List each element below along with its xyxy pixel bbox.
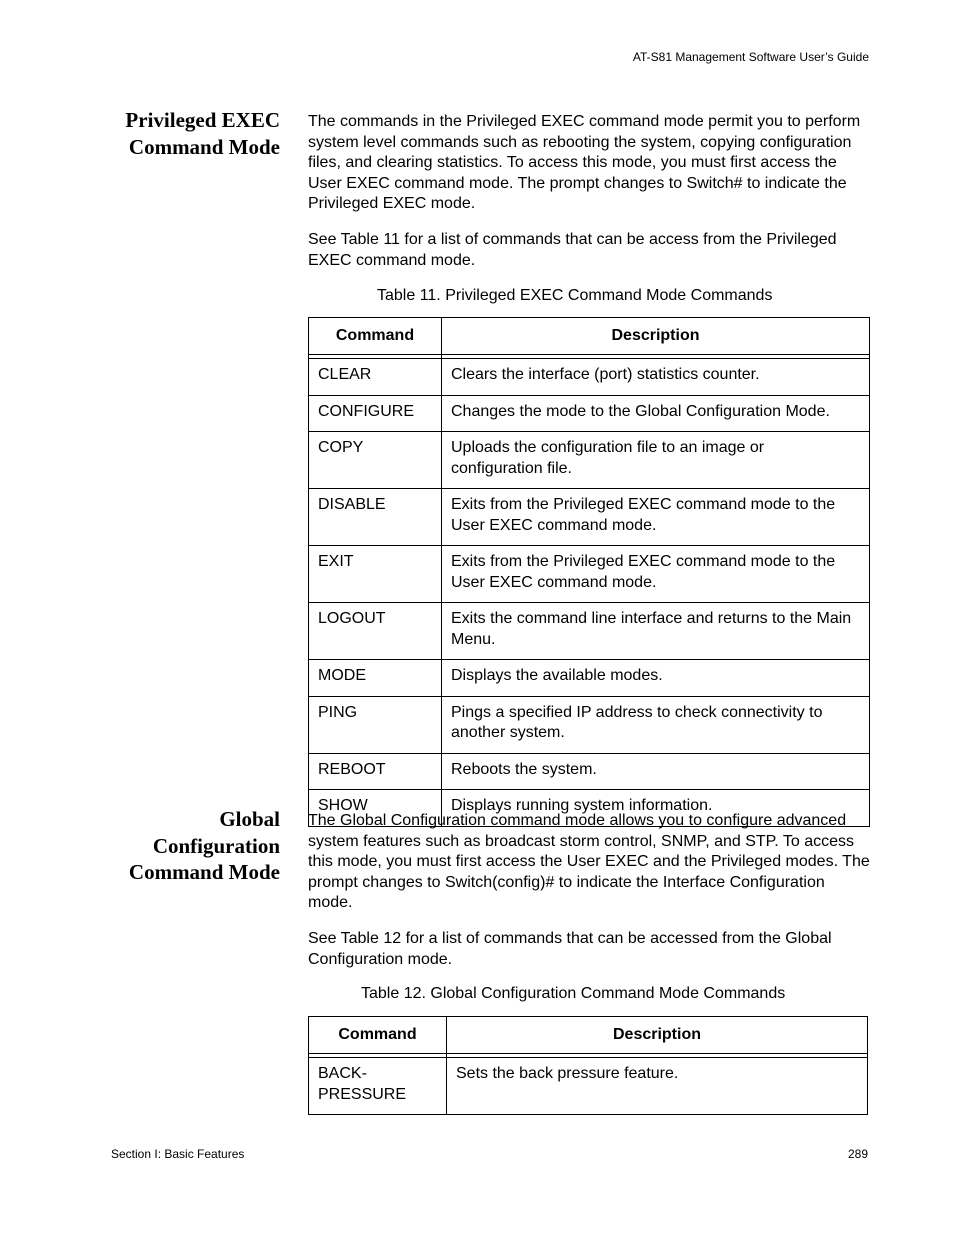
column-header: Description: [442, 318, 870, 355]
command-cell: DISABLE: [309, 489, 442, 546]
command-cell: COPY: [309, 432, 442, 489]
heading-line: Global: [219, 807, 280, 831]
footer-section-label: Section I: Basic Features: [111, 1147, 245, 1161]
command-cell: BACK- PRESSURE: [309, 1058, 447, 1115]
description-cell: Pings a specified IP address to check connectivity to another system.: [442, 696, 870, 753]
command-cell: EXIT: [309, 546, 442, 603]
running-header: AT-S81 Management Software User’s Guide: [632, 50, 869, 64]
command-cell: REBOOT: [309, 753, 442, 790]
column-header: Command: [309, 318, 442, 355]
section-heading-privileged-exec: [100, 107, 280, 160]
page-number: 289: [847, 1147, 868, 1161]
table-row: [309, 753, 870, 790]
description-cell: Sets the back pressure feature.: [447, 1058, 868, 1115]
section-heading-global-configuration: [100, 806, 280, 886]
description-cell: Clears the interface (port) statistics counter.: [442, 359, 870, 396]
description-cell: Changes the mode to the Global Configuration Mode.: [442, 395, 870, 432]
table-row: [309, 603, 870, 660]
command-cell: MODE: [309, 660, 442, 697]
table-row: [309, 432, 870, 489]
privileged-exec-commands-table: [308, 317, 870, 827]
description-cell: Exits the command line interface and returns to the Main Menu.: [442, 603, 870, 660]
column-header: Command: [309, 1017, 447, 1054]
table-row: [309, 489, 870, 546]
heading-line: Command Mode: [128, 860, 280, 884]
description-cell: Displays the available modes.: [442, 660, 870, 697]
command-cell: LOGOUT: [309, 603, 442, 660]
description-cell: Uploads the configuration file to an image or configuration file.: [442, 432, 870, 489]
table-caption: Table 11. Privileged EXEC Command Mode Commands: [377, 287, 773, 304]
description-cell: Displays running system information.: [442, 790, 870, 827]
column-header: Description: [447, 1017, 868, 1054]
command-cell: CONFIGURE: [309, 395, 442, 432]
command-cell: CLEAR: [309, 359, 442, 396]
command-cell: PING: [309, 696, 442, 753]
heading-line: Privileged EXEC: [125, 108, 280, 132]
command-cell: SHOW: [309, 790, 442, 827]
table-row: [309, 395, 870, 432]
global-configuration-commands-table: [308, 1016, 868, 1115]
table-row: [309, 696, 870, 753]
table-row: [309, 1058, 868, 1115]
description-cell: Exits from the Privileged EXEC command mode to the User EXEC command mode.: [442, 489, 870, 546]
intro-paragraph: The Global Configuration command mode allows you to configure advanced system features such as broadcast storm control, SNMP, and STP. To access this mode, you must first access the User EXEC and the Privileged modes. The prompt changes to Switch(config)# to indicate the Interface Configuration mode.: [308, 812, 870, 911]
description-cell: Exits from the Privileged EXEC command mode to the User EXEC command mode.: [442, 546, 870, 603]
table-row: [309, 359, 870, 396]
heading-line: Command Mode: [128, 134, 280, 159]
table-row: [309, 546, 870, 603]
intro-paragraph: The commands in the Privileged EXEC command mode permit you to perform system level commands such as rebooting the system, copying configuration files, and clearing statistics. To access this mode, you must first access the User EXEC command mode. The prompt changes to Switch# to indicate the Privileged EXEC mode.: [308, 113, 861, 212]
table-row: [309, 660, 870, 697]
table-reference-paragraph: See Table 11 for a list of commands that can be access from the Privileged EXEC command mode.: [308, 231, 837, 269]
description-cell: Reboots the system.: [442, 753, 870, 790]
heading-line: Configuration: [152, 833, 280, 858]
table-reference-paragraph: See Table 12 for a list of commands that can be accessed from the Global Configuration mode.: [308, 930, 832, 968]
table-caption: Table 12. Global Configuration Command Mode Commands: [361, 985, 786, 1002]
